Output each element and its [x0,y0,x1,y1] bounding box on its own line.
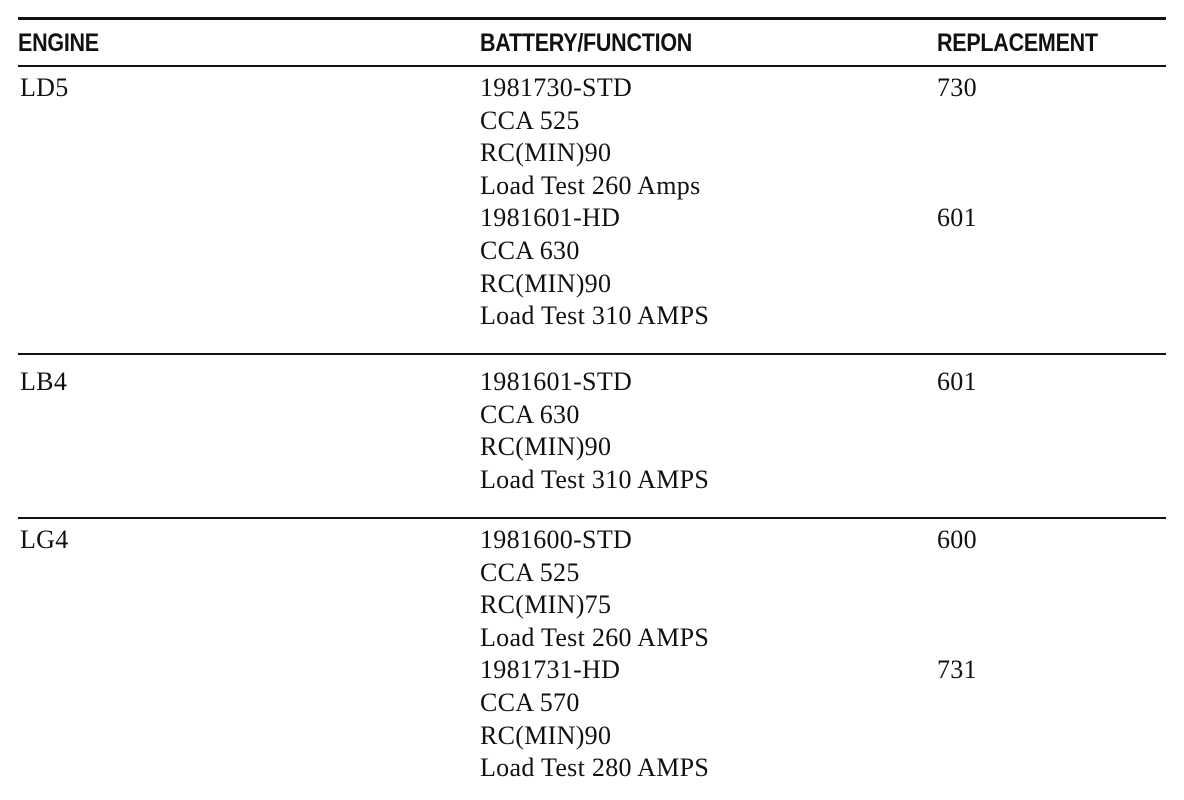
header-replacement: REPLACEMENT [937,29,1098,57]
row-separator [18,517,1166,519]
replacement-cell: 730 [937,73,977,102]
battery-function-line: RC(MIN)90 [480,268,612,298]
battery-function-line: Load Test 280 AMPS [480,753,710,783]
battery-function-line: Load Test 260 AMPS [480,622,710,652]
battery-function-line: Load Test 260 Amps [480,170,701,200]
top-rule [18,17,1166,20]
battery-function-line: Load Test 310 AMPS [480,301,710,331]
replacement-cell: 600 [937,525,977,554]
battery-function-line: CCA 525 [480,105,580,135]
engine-cell: LB4 [20,367,68,396]
battery-function-line: CCA 525 [480,557,580,587]
engine-cell: LG4 [20,525,69,554]
header-battery-function: BATTERY/FUNCTION [480,29,693,57]
battery-function-line: 1981600-STD [480,525,633,554]
battery-function-line: RC(MIN)75 [480,590,612,620]
battery-function-line: CCA 570 [480,688,580,717]
battery-function-line: 1981731-HD [480,655,621,685]
battery-function-line: Load Test 310 AMPS [480,464,710,494]
battery-function-line: RC(MIN)90 [480,432,612,462]
battery-function-line: CCA 630 [480,236,580,265]
battery-function-line: 1981601-STD [480,367,633,396]
replacement-cell: 601 [937,367,977,396]
header-rule [18,65,1166,67]
battery-function-line: 1981601-HD [480,203,621,233]
row-separator [18,353,1166,355]
battery-function-line: 1981730-STD [480,73,633,102]
engine-cell: LD5 [20,73,69,102]
header-engine: ENGINE [18,29,99,57]
battery-function-line: CCA 630 [480,399,580,429]
replacement-cell: 731 [937,655,977,685]
battery-function-line: RC(MIN)90 [480,720,612,750]
replacement-cell: 601 [937,203,977,233]
battery-function-line: RC(MIN)90 [480,138,612,168]
